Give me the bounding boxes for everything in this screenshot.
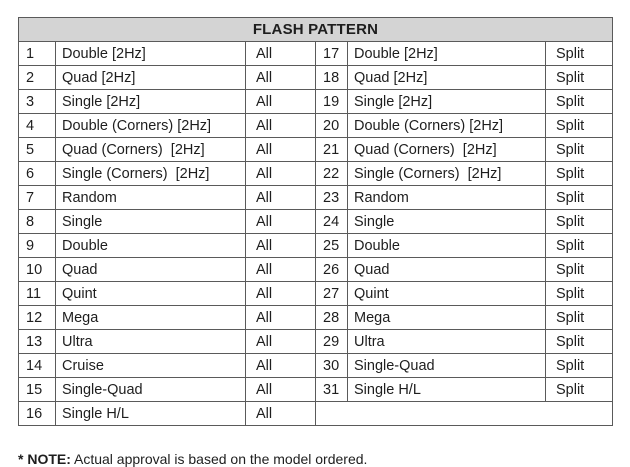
- pattern-number: 2: [19, 66, 56, 90]
- pattern-name: Double [2Hz]: [56, 42, 246, 66]
- table-row: [19, 330, 613, 354]
- table-row: [19, 306, 613, 330]
- pattern-name: Random: [56, 186, 246, 210]
- pattern-mode: Split: [546, 306, 613, 330]
- pattern-mode: All: [246, 258, 316, 282]
- pattern-number: 21: [316, 138, 348, 162]
- pattern-name: Double: [56, 234, 246, 258]
- pattern-mode: Split: [546, 138, 613, 162]
- pattern-number: 27: [316, 282, 348, 306]
- pattern-number: 10: [19, 258, 56, 282]
- table-row: [19, 378, 613, 402]
- pattern-mode: Split: [546, 210, 613, 234]
- pattern-mode: Split: [546, 282, 613, 306]
- note-text: Actual approval is based on the model ordered.: [70, 451, 368, 467]
- pattern-number: 29: [316, 330, 348, 354]
- pattern-number: 25: [316, 234, 348, 258]
- pattern-number: 9: [19, 234, 56, 258]
- pattern-name: Quad [2Hz]: [56, 66, 246, 90]
- pattern-mode: Split: [546, 66, 613, 90]
- pattern-number: 30: [316, 354, 348, 378]
- pattern-mode: All: [246, 186, 316, 210]
- pattern-number: 17: [316, 42, 348, 66]
- pattern-mode: Split: [546, 114, 613, 138]
- table-row: [19, 66, 613, 90]
- table-row: [19, 234, 613, 258]
- pattern-name: Double: [348, 234, 546, 258]
- table-title: FLASH PATTERN: [19, 18, 613, 42]
- pattern-name: Cruise: [56, 354, 246, 378]
- pattern-name: Quad [2Hz]: [348, 66, 546, 90]
- pattern-name: Single (Corners) [2Hz]: [348, 162, 546, 186]
- pattern-number: 13: [19, 330, 56, 354]
- table-body: [19, 42, 613, 426]
- pattern-name: Single: [348, 210, 546, 234]
- pattern-number: 19: [316, 90, 348, 114]
- pattern-mode: All: [246, 306, 316, 330]
- pattern-name: Quad (Corners) [2Hz]: [348, 138, 546, 162]
- pattern-mode: All: [246, 66, 316, 90]
- pattern-name: Single-Quad: [56, 378, 246, 402]
- table-row: [19, 402, 613, 426]
- pattern-mode: Split: [546, 42, 613, 66]
- pattern-number: 16: [19, 402, 56, 426]
- table-row: [19, 138, 613, 162]
- pattern-number: 22: [316, 162, 348, 186]
- pattern-number: 31: [316, 378, 348, 402]
- pattern-number: 18: [316, 66, 348, 90]
- table-row: [19, 162, 613, 186]
- pattern-name: Single [2Hz]: [56, 90, 246, 114]
- pattern-mode: All: [246, 402, 316, 426]
- table-row: [19, 186, 613, 210]
- pattern-mode: All: [246, 162, 316, 186]
- pattern-number: 23: [316, 186, 348, 210]
- pattern-name: Single [2Hz]: [348, 90, 546, 114]
- pattern-number: 11: [19, 282, 56, 306]
- pattern-number: 1: [19, 42, 56, 66]
- pattern-mode: All: [246, 330, 316, 354]
- pattern-mode: Split: [546, 234, 613, 258]
- table-row: [19, 42, 613, 66]
- pattern-name: Single: [56, 210, 246, 234]
- pattern-name: Ultra: [348, 330, 546, 354]
- pattern-mode: Split: [546, 162, 613, 186]
- pattern-name: Double [2Hz]: [348, 42, 546, 66]
- pattern-mode: All: [246, 378, 316, 402]
- pattern-name: Single-Quad: [348, 354, 546, 378]
- pattern-number: 8: [19, 210, 56, 234]
- pattern-mode: All: [246, 138, 316, 162]
- pattern-number: 7: [19, 186, 56, 210]
- pattern-mode: All: [246, 234, 316, 258]
- pattern-number: 3: [19, 90, 56, 114]
- pattern-number: 20: [316, 114, 348, 138]
- table-row: [19, 282, 613, 306]
- pattern-number: 14: [19, 354, 56, 378]
- pattern-number: 5: [19, 138, 56, 162]
- flash-pattern-table: [18, 17, 613, 426]
- pattern-name: Random: [348, 186, 546, 210]
- pattern-mode: All: [246, 90, 316, 114]
- pattern-mode: All: [246, 354, 316, 378]
- pattern-name: Single H/L: [56, 402, 246, 426]
- pattern-name: Mega: [348, 306, 546, 330]
- pattern-number: 24: [316, 210, 348, 234]
- table-row: [19, 354, 613, 378]
- table-row: [19, 210, 613, 234]
- footnote: [18, 451, 367, 467]
- table-row: [19, 90, 613, 114]
- empty-cell: [316, 402, 613, 426]
- pattern-mode: Split: [546, 330, 613, 354]
- pattern-number: 15: [19, 378, 56, 402]
- pattern-name: Double (Corners) [2Hz]: [56, 114, 246, 138]
- pattern-name: Quad: [348, 258, 546, 282]
- pattern-number: 28: [316, 306, 348, 330]
- table-row: [19, 258, 613, 282]
- pattern-mode: Split: [546, 354, 613, 378]
- table-header-row: [19, 18, 613, 42]
- pattern-name: Quint: [56, 282, 246, 306]
- pattern-mode: Split: [546, 258, 613, 282]
- pattern-name: Single H/L: [348, 378, 546, 402]
- pattern-name: Mega: [56, 306, 246, 330]
- pattern-mode: All: [246, 42, 316, 66]
- pattern-name: Quad (Corners) [2Hz]: [56, 138, 246, 162]
- pattern-mode: All: [246, 210, 316, 234]
- pattern-mode: Split: [546, 186, 613, 210]
- pattern-number: 6: [19, 162, 56, 186]
- pattern-mode: Split: [546, 90, 613, 114]
- table-row: [19, 114, 613, 138]
- pattern-number: 4: [19, 114, 56, 138]
- pattern-name: Ultra: [56, 330, 246, 354]
- pattern-mode: Split: [546, 378, 613, 402]
- note-label: * NOTE:: [18, 451, 71, 467]
- pattern-mode: All: [246, 282, 316, 306]
- pattern-number: 26: [316, 258, 348, 282]
- pattern-name: Quad: [56, 258, 246, 282]
- pattern-mode: All: [246, 114, 316, 138]
- pattern-name: Single (Corners) [2Hz]: [56, 162, 246, 186]
- pattern-name: Quint: [348, 282, 546, 306]
- pattern-name: Double (Corners) [2Hz]: [348, 114, 546, 138]
- pattern-number: 12: [19, 306, 56, 330]
